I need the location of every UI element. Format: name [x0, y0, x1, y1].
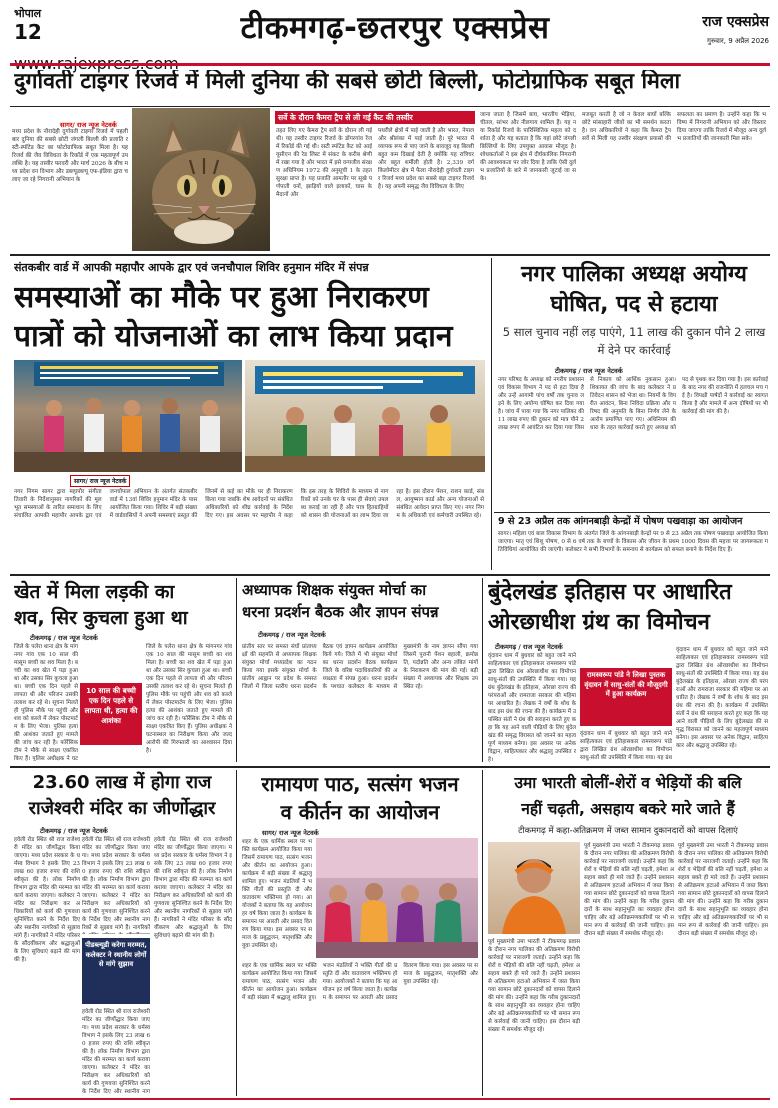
story8-col2b: हवेली रोड स्थित श्री राज राजेश्वरी मंदिर का जीर्णोद्धार किया जाएगा। मध्य प्रदेश सरकार के धर्मस्व विभाग ने इसके लिए 23 लाख 60 हजार रुपए की राशि स्वीकृत की है। लोक निर्माण विभाग द्वारा मंदिर की मरम्मत का कार्य कराया जाएगा। कलेक्टर ने मंदिर का निरीक्षण कर अधिकारियों को कार्य की गुणवत्ता सुनिश्चित करने के निर्देश दिए और स्थानीय नाग: [82, 1009, 150, 1094]
story5-headline2: शव, सिर कुचला हुआ था: [14, 607, 188, 629]
camp-photo-left: [14, 360, 242, 472]
page-info: [14, 6, 74, 52]
masthead-title: टीकमगढ़-छतरपुर एक्सप्रेस: [240, 10, 550, 46]
rule: [494, 512, 770, 513]
story5-byline: टीकमगढ़ / राज न्यूज नेटवर्क: [30, 634, 98, 642]
story10-headline1: उमा भारती बोलीं-शेरों व भेड़ियों की बलि: [514, 774, 742, 792]
story1-col2: तहत लिए गए कैमरा ट्रैप सर्वे के दौरान ली गई थी। यह तस्वीर टाइगर रिजर्व के डोंगरगांव रेंज में रिकॉर्ड की गई थी। रस्टी स्पॉटेड कैट को आईयूसीएन की रेड लिस्ट में संकट के करीब श्रेणी में रखा गया है और भारत में इसे वन्यजीव संरक्षण अधिनियम 1972 की अनुसूची 1 के तहत सुरक्षा प्राप्त है। यह प्रजाति आमतौर पर सूखे पर्णपाती वनों, झाड़ियों वाले इलाकों, घास के मैदानों और: [276, 128, 372, 198]
footer-rule: [10, 1098, 770, 1100]
rule: [491, 258, 492, 570]
story5-col2: जिले के पलेरा थाना क्षेत्र के मांगनगर गांव एक 10 साल की मासूम बच्ची का शव मिला है। बच्ची का शव खेत में पड़ा हुआ था और उसका सिर कुचला हुआ था। बच्ची एक दिन पहले से लापता थी और परिजन उसकी तलाश कर रहे थे। सूचना मिलते ही पुलिस मौके पर पहुंची और शव को कब्जे में लेकर पोस्टमार्टम के लिए भेजा। पुलिस हत्या की आशंका जताते हुए मामले की जांच कर रही है। फोरेंसिक टीम ने मौके से साक्ष्य एकत्रित किए हैं। पुलिस अधीक्षक ने घटनास्थल का निरीक्षण किया और जल्द आरोपी की गिरफ्तारी का आश्वासन दिया है।: [146, 644, 232, 754]
story8-col3: हवेली रोड स्थित श्री राज राजेश्वरी मंदिर का जीर्णोद्धार किया जाएगा। मध्य प्रदेश सरकार के धर्मस्व विभाग ने इसके लिए 23 लाख 60 हजार रुपए की राशि स्वीकृत की है। लोक निर्माण विभाग द्वारा मंदिर की मरम्मत का कार्य कराया जाएगा। कलेक्टर ने मंदिर का निरीक्षण कर अधिकारियों को कार्य की गुणवत्ता सुनिश्चित करने के निर्देश दिए और स्थानीय नागरिकों से सुझाव मांगे हैं। नागरिकों ने मंदिर परिसर के सौंदर्यीकरण और श्रद्धालुओं के लिए सुविधाएं बढ़ाने की मांग की है।: [154, 837, 232, 939]
issue-date: गुरुवार, 9 अप्रैल 2026: [707, 37, 769, 45]
masthead-rule: [10, 63, 770, 66]
story2-body: नगर निगम सागर द्वारा महापौर संगीता तिवारी के निर्देशानुसार नागरिकों की मूलभूत समस्याओं के त्वरित समाधान के लिए संचालित आपकी महापौर आपके द्वार एवं जनचौपाल अभियान के अंतर्गत संतकबीर वार्ड में 13वां शिविर हनुमान मंदिर के पास आयोजित किया गया। शिविर में बड़ी संख्या में वार्डवासियों ने अपनी समस्याएं प्रस्तुत कीं जिनमें से कई का मौके पर ही निराकरण किया गया जबकि शेष आवेदनों पर संबंधित अधिकारियों को शीघ्र कार्रवाई के निर्देश दिए गए। इस अवसर पर महापौर ने कहा कि इस तरह के शिविरों के माध्यम से नागरिकों को उनके घर के पास ही सेवाएं उपलब्ध कराई जा रही हैं और पात्र हितग्राहियों को शासन की योजनाओं का लाभ दिया जा रहा है। इस दौरान पेंशन, राशन कार्ड, संबल, आयुष्मान कार्ड और अन्य योजनाओं से संबंधित आवेदन प्राप्त किए गए। नगर निगम के अधिकारी एवं कर्मचारी उपस्थित रहे।: [14, 489, 484, 519]
rule: [236, 770, 237, 1096]
story10-subhead: टीकमगढ़ में कहा-अतिक्रमण में जब्त सामान दुकानदारों को वापस दिलाएं: [518, 826, 738, 836]
story3-body: नगर परिषद के अध्यक्ष को नगरीय प्रशासन एवं विकास विभाग ने पद से हटा दिया है और उन्हें आगामी पांच वर्षों तक चुनाव लड़ने के लिए अयोग्य घोषित कर दिया गया है। जांच में पाया गया कि नगर पालिका की 11 लाख रुपए की दुकान को मात्र पौने 2 लाख रुपए में आवंटित कर दिया गया जिससे निकाय को आर्थिक नुकसान हुआ। शिकायत की जांच के बाद कलेक्टर ने प्रतिवेदन शासन को भेजा था। नियमों के विपरीत आवंटन, बिना निविदा प्रक्रिया और परिषद की अनुमति के बिना निर्णय लेने के आरोप प्रमाणित पाए गए। अधिनियम की धारा के तहत कार्रवाई करते हुए अध्यक्ष को पद से पृथक कर दिया गया है। इस कार्रवाई के बाद नगर की राजनीति में हलचल मच गई है। विपक्षी पार्षदों ने कार्रवाई का स्वागत किया है और मामले में अन्य दोषियों पर भी कार्रवाई की मांग की है।: [498, 377, 768, 431]
story1-col4: जाना जाता है जिसमें बाघ, भारतीय भेड़िया, चीतल, सांभर और नीलगाय शामिल हैं। यह नया रिकॉर्ड रिजर्व के पारिस्थितिक महत्व को दर्शाता है और यह बताता है कि यहां छोटे जंगली बिल्लियों के लिए उपयुक्त आवास मौजूद है। शोधकर्ताओं ने इस क्षेत्र में दीर्घकालिक निगरानी की आवश्यकता पर जोर दिया है ताकि ऐसी दुर्लभ प्रजातियों के बारे में जानकारी जुटाई जा सके।: [480, 112, 576, 182]
page-number: 12: [14, 20, 42, 44]
story8-byline: टीकमगढ़ / राज न्यूज नेटवर्क: [40, 827, 108, 835]
story9-headline2: व कीर्तन का आयोजन: [280, 800, 440, 824]
story4-headline: 9 से 23 अप्रैल तक आंगनबाड़ी केन्द्रों में पोषण पखवाड़ा का आयोजन: [498, 516, 743, 527]
story7-col1: वृंदावन धाम में बुधवार को बहुत जाने माने साहित्यकार एवं इतिहासकार रामस्वरूप पांडे द्वारा लिखित ग्रंथ ओरछाधीश का विमोचन साधु-संतों की उपस्थिति में किया गया। यह ग्रंथ बुंदेलखंड के इतिहास, ओरछा राज्य की परंपराओं और रामराजा सरकार की महिमा पर आधारित है। लेखक ने वर्षों के शोध के बाद इस ग्रंथ की रचना की है। कार्यक्रम में उपस्थित संतों ने ग्रंथ की सराहना करते हुए कहा कि यह आने वाली पीढ़ियों के लिए बुंदेलखंड की समृद्ध विरासत को जानने का महत्वपूर्ण माध्यम बनेगा। इस अवसर पर अनेक विद्वान, साहित्यकार और श्रद्धालु उपस्थित रहे।: [488, 653, 576, 762]
story1-byline: सागर/ राज न्यूज नेटवर्क: [60, 121, 117, 129]
brand-block: [634, 12, 769, 46]
story8-col1: हवेली रोड स्थित श्री राज राजेश्वरी मंदिर का जीर्णोद्धार किया जाएगा। मध्य प्रदेश सरकार के धर्मस्व विभाग ने इसके लिए 23 लाख 60 हजार रुपए की राशि स्वीकृत की है। लोक निर्माण विभाग द्वारा मंदिर की मरम्मत का कार्य कराया जाएगा। कलेक्टर ने मंदिर का निरीक्षण कर अधिकारियों को कार्य की गुणवत्ता सुनिश्चित करने के निर्देश दिए और स्थानीय नागरिकों से सुझाव मांगे हैं। नागरिकों ने मंदिर परिसर के सौंदर्यीकरण और श्रद्धालुओं के लिए सुविधाएं बढ़ाने की मांग की है।: [14, 837, 80, 963]
story7-col2: वृंदावन धाम में बुधवार को बहुत जाने माने साहित्यकार एवं इतिहासकार रामस्वरूप पांडे द्वारा लिखित ग्रंथ ओरछाधीश का विमोचन साधु-संतों की उपस्थिति में किया गया। यह ग्रंथ: [580, 731, 672, 761]
crowd-illustration: [14, 360, 242, 472]
story6-headline1: अध्यापक शिक्षक संयुक्त मोर्चा का: [242, 581, 427, 599]
rule: [482, 578, 483, 762]
story1-col5: मजबूत करती है जो न केवल बाघों बल्कि छोटे मांसाहारी जीवों का भी समर्थन करता है। वन अधिकारियों ने कहा कि कैमरा ट्रैप सर्वे से मिली यह तस्वीर संरक्षण प्रयासों की सफलता का प्रमाण है। उन्होंने कहा कि भविष्य में निगरानी अभियान को और विस्तार दिया जाएगा ताकि रिजर्व में मौजूद अन्य दुर्लभ प्रजातियों की जानकारी मिल सके।: [582, 112, 766, 142]
story6-byline: टीकमगढ़ / राज न्यूज नेटवर्क: [258, 631, 326, 639]
rule: [10, 766, 770, 768]
story3-byline: टीकमगढ़ / राज न्यूज नेटवर्क: [555, 367, 623, 375]
portrait-illustration: [488, 842, 580, 934]
story2-headline2: पात्रों को योजनाओं का लाभ किया प्रदान: [14, 319, 453, 354]
story7-headline1: बुंदेलखंड इतिहास पर आधारित: [488, 580, 732, 605]
story5-headline1: खेत में मिला लड़की का: [14, 581, 175, 603]
story6-body: प्रांतीय स्तर पर समस्त संघों प्रांताध्यक्षों की सहमति से अध्यापक शिक्षक संयुक्त मोर्चा मध्यप्रदेश का गठन किया गया इसके संयुक्त मोर्चा के प्रांतीय आह्वान पर प्रदेश के समस्त जिलों में जिला स्तरीय धरना प्रदर्शन बैठक एवं ज्ञापन कार्यक्रम आयोजित किये गये। जिले में भी संयुक्त मोर्चा का धरना प्रदर्शन बैठक कार्यक्रम जिले के वरिष्ठ पदाधिकारियों की अध्यक्षता में संपन्न हुआ। धरना प्रदर्शन के पश्चात कलेक्टर के माध्यम से मुख्यमंत्री के नाम ज्ञापन सौंपा गया जिसमें पुरानी पेंशन बहाली, क्रमोन्नति, पदोन्नति और अन्य लंबित मांगों के निराकरण की मांग की गई। बड़ी संख्या में अध्यापक और शिक्षक उपस्थित रहे।: [242, 644, 478, 690]
story1-col3: पथरीले क्षेत्रों में पाई जाती है और भारत, नेपाल और श्रीलंका में पाई जाती है। पूरे भारत में व्यापक रूप से पाए जाने के बावजूद यह बिल्ली बहुत कम दिखाई देती है क्योंकि यह रात्रिचर और बहुत शर्मीली होती है। 2,339 वर्ग किलोमीटर क्षेत्र में फैला नौरादेही दुर्गावती टाइगर रिजर्व मध्य प्रदेश का सबसे बड़ा टाइगर रिजर्व है। यह अपनी समृद्ध जैव विविधता के लिए: [378, 128, 474, 190]
story5-pullquote-box: [80, 683, 142, 745]
rule: [236, 578, 237, 762]
story10-col3: पूर्व मुख्यमंत्री उमा भारती ने टीकमगढ़ प्रवास के दौरान नगर पालिका की अतिक्रमण विरोधी कार्रवाई पर नाराजगी जताई। उन्होंने कहा कि शेरों व भेड़ियों की बलि नहीं चढ़ती, हमेशा असहाय बकरे ही मारे जाते हैं। उन्होंने प्रशासन से अतिक्रमण हटाओ अभियान में जब्त किया गया सामान छोटे दुकानदारों को वापस दिलाने की मांग की। उन्होंने कहा कि गरीब दुकानदारों के साथ सहानुभूति का व्यवहार होना चाहिए और बड़े अतिक्रमणकारियों पर भी समान रूप से कार्रवाई की जानी चाहिए। इस दौरान बड़ी संख्या में समर्थक मौजूद रहे।: [678, 843, 768, 937]
rule: [482, 770, 483, 1096]
satsang-illustration: [316, 838, 478, 958]
story9-byline: सागर/ राज न्यूज नेटवर्क: [262, 829, 319, 837]
story10-col2: पूर्व मुख्यमंत्री उमा भारती ने टीकमगढ़ प्रवास के दौरान नगर पालिका की अतिक्रमण विरोधी कार्रवाई पर नाराजगी जताई। उन्होंने कहा कि शेरों व भेड़ियों की बलि नहीं चढ़ती, हमेशा असहाय बकरे ही मारे जाते हैं। उन्होंने प्रशासन से अतिक्रमण हटाओ अभियान में जब्त किया गया सामान छोटे दुकानदारों को वापस दिलाने की मांग की। उन्होंने कहा कि गरीब दुकानदारों के साथ सहानुभूति का व्यवहार होना चाहिए और बड़े अतिक्रमणकारियों पर भी समान रूप से कार्रवाई की जानी चाहिए। इस दौरान बड़ी संख्या में समर्थक मौजूद रहे।: [584, 843, 674, 937]
rusty-spotted-cat-photo: [132, 108, 270, 251]
story9-body: शहर के एक धार्मिक स्थल पर भक्ति कार्यक्रम आयोजित किया गया जिसमें रामायण पाठ, सत्संग भजन और कीर्तन का आयोजन हुआ। कार्यक्रम में बड़ी संख्या में श्रद्धालु शामिल हुए। भजन मंडलियों ने भक्ति गीतों की प्रस्तुति दी और वातावरण भक्तिमय हो गया। आयोजकों ने बताया कि यह आयोजन हर वर्ष किया जाता है। कार्यक्रम के समापन पर आरती और प्रसाद वितरण किया गया। इस अवसर पर समाज के प्रबुद्धजन, मातृशक्ति और युवा उपस्थित रहे।: [242, 963, 478, 1001]
rule: [10, 574, 770, 576]
story3-headline1: नगर पालिका अध्यक्ष अयोग्य: [521, 262, 747, 287]
story9-headline1: रामायण पाठ, सत्संग भजन: [261, 772, 459, 796]
story7-pullquote-box: [580, 668, 672, 726]
city-label: भोपाल: [14, 7, 42, 20]
story8-pullquote-box: [82, 938, 150, 1004]
story7-byline: टीकमगढ़ / राज न्यूज नेटवर्क: [495, 643, 563, 651]
rule: [10, 254, 770, 256]
story2-kicker: संतकबीर वार्ड में आपकी महापौर आपके द्वार एवं जनचौपाल शिविर हनुमान मंदिर में संपन्न: [14, 261, 369, 274]
story8-headline2: राजेश्वरी मंदिर का जीर्णोद्धार: [28, 798, 216, 819]
story9-col1: शहर के एक धार्मिक स्थल पर भक्ति कार्यक्रम आयोजित किया गया जिसमें रामायण पाठ, सत्संग भजन और कीर्तन का आयोजन हुआ। कार्यक्रम में बड़ी संख्या में श्रद्धालु शामिल हुए। भजन मंडलियों ने भक्ति गीतों की प्रस्तुति दी और वातावरण भक्तिमय हो गया। आयोजकों ने बताया कि यह आयोजन हर वर्ष किया जाता है। कार्यक्रम के समापन पर आरती और प्रसाद वितरण किया गया। इस अवसर पर समाज के प्रबुद्धजन, मातृशक्ति और युवा उपस्थित रहे।: [242, 839, 312, 949]
story2-headline1: समस्याओं का मौके पर हुआ निराकरण: [14, 280, 429, 315]
story10-headline2: नहीं चढ़ती, असहाय बकरे मारे जाते हैं: [521, 800, 735, 818]
cat-illustration: [132, 108, 270, 251]
story5-col1: जिले के पलेरा थाना क्षेत्र के मांगनगर गांव एक 10 साल की मासूम बच्ची का शव मिला है। बच्ची का शव खेत में पड़ा हुआ था और उसका सिर कुचला हुआ था। बच्ची एक दिन पहले से लापता थी और परिजन उसकी तलाश कर रहे थे। सूचना मिलते ही पुलिस मौके पर पहुंची और शव को कब्जे में लेकर पोस्टमार्टम के लिए भेजा। पुलिस हत्या की आशंका जताते हुए मामले की जांच कर रही है। फोरेंसिक टीम ने मौके से साक्ष्य एकत्रित किए हैं। पुलिस अधीक्षक ने घट: [14, 644, 78, 761]
story7-headline2: ओरछाधीश ग्रंथ का विमोचन: [488, 610, 710, 635]
story8-headline1: 23.60 लाख में होगा राज: [32, 772, 212, 793]
story1-subhead-band: [275, 111, 475, 124]
meeting-illustration: [245, 360, 485, 472]
story10-col1: पूर्व मुख्यमंत्री उमा भारती ने टीकमगढ़ प्रवास के दौरान नगर पालिका की अतिक्रमण विरोधी कार्रवाई पर नाराजगी जताई। उन्होंने कहा कि शेरों व भेड़ियों की बलि नहीं चढ़ती, हमेशा असहाय बकरे ही मारे जाते हैं। उन्होंने प्रशासन से अतिक्रमण हटाओ अभियान में जब्त किया गया सामान छोटे दुकानदारों को वापस दिलाने की मांग की। उन्होंने कहा कि गरीब दुकानदारों के साथ सहानुभूति का व्यवहार होना चाहिए और बड़े अतिक्रमणकारियों पर भी समान रूप से कार्रवाई की जानी चाहिए। इस दौरान बड़ी संख्या में समर्थक मौजूद रहे।: [488, 939, 580, 1033]
story2-caption: सागर/ राज न्यूज नेटवर्क: [70, 475, 130, 487]
uma-bharti-photo: [488, 842, 580, 934]
satsang-photo: [316, 838, 478, 958]
brand-name: राज एक्सप्रेस: [702, 14, 769, 30]
camp-photo-right: [245, 360, 485, 472]
story6-headline2: धरना प्रदर्शन बैठक और ज्ञापन संपन्न: [242, 603, 439, 621]
story1-subhead: सर्वे के दौरान कैमरा ट्रैप से ली गई कैट की तस्वीर: [278, 113, 413, 122]
story1-headline: दुर्गावती टाइगर रिजर्व में मिली दुनिया की सबसे छोटी बिल्ली, फोटोग्राफिक सबूत मिला: [14, 70, 681, 94]
story7-pullquote: रामस्वरूप पांडे ने लिखा पुस्तक वृंदावन में साधु-संतों की मौजूदगी में हुआ कार्यक्रम: [584, 671, 668, 698]
story5-pullquote: 10 साल की बच्ची एक दिन पहले से लापता थी, हत्या की आशंका: [84, 686, 138, 725]
story1-col1: मध्य प्रदेश के नौरादेही दुर्गावती टाइगर रिजर्व में पहली बार दुनिया की सबसे छोटी जंगली बिल्ली की प्रजाति रस्टी-स्पॉटेड कैट का फोटोग्राफिक सबूत मिला है। यह रिजर्व की जैव विविधता के रिकॉर्ड में एक महत्वपूर्ण उपलब्धि है। यह तस्वीर फरवरी और मार्च 2026 के बीच मध्य प्रदेश वन विभाग और डब्ल्यूडब्ल्यू एफ-इंडिया द्वारा चलाए जा रहे निगरानी अभियान के: [12, 129, 128, 183]
rule: [10, 106, 770, 107]
masthead-title-area: [165, 4, 625, 54]
story4-body: सागर। महिला एवं बाल विकास विभाग के अंतर्गत जिले के आंगनबाड़ी केन्द्रों पर 9 से 23 अप्रैल तक पोषण पखवाड़ा आयोजित किया जाएगा। मातृ एवं शिशु पोषण, 0 से 6 वर्ष तक के बच्चों के विकास और जीवन के प्रथम 1000 दिवस की महत्ता पर जागरूकता गतिविधियां आयोजित की जाएंगी। कलेक्टर ने सभी विभागों के समन्वय से कार्यक्रम को सफल बनाने के निर्देश दिए हैं।: [498, 531, 768, 553]
story8-pullquote: पीडब्ल्यूडी करेगा मरम्मत, कलेक्टर ने स्थानीय लोगों से मांगे सुझाव: [85, 941, 147, 968]
story7-col3: वृंदावन धाम में बुधवार को बहुत जाने माने साहित्यकार एवं इतिहासकार रामस्वरूप पांडे द्वारा लिखित ग्रंथ ओरछाधीश का विमोचन साधु-संतों की उपस्थिति में किया गया। यह ग्रंथ बुंदेलखंड के इतिहास, ओरछा राज्य की परंपराओं और रामराजा सरकार की महिमा पर आधारित है। लेखक ने वर्षों के शोध के बाद इस ग्रंथ की रचना की है। कार्यक्रम में उपस्थित संतों ने ग्रंथ की सराहना करते हुए कहा कि यह आने वाली पीढ़ियों के लिए बुंदेलखंड की समृद्ध विरासत को जानने का महत्वपूर्ण माध्यम बनेगा। इस अवसर पर अनेक विद्वान, साहित्यकार और श्रद्धालु उपस्थित रहे।: [676, 647, 768, 749]
story3-subhead: 5 साल चुनाव नहीं लड़ पाएंगे, 11 लाख की दुकान पौने 2 लाख में देने पर कार्रवाई: [502, 325, 766, 357]
story8-col2a: हवेली रोड स्थित श्री राज राजेश्वरी मंदिर का जीर्णोद्धार किया जाएगा। मध्य प्रदेश सरकार के धर्मस्व विभाग ने इसके लिए 23 लाख 60 हजार रुपए की राशि स्वीकृत की है। लोक निर्माण विभाग द्वारा मंदिर की मरम्मत का कार्य कराया जाएगा। कलेक्टर ने मंदिर का निरीक्षण कर अधिकारियों को कार्य की गुणवत्ता सुनिश्चित करने के निर्देश दिए और स्थानीय नागरिकों से सुझाव मांगे हैं। नागरिकों: [82, 837, 150, 931]
story3-headline2: घोषित, पद से हटाया: [550, 292, 718, 317]
